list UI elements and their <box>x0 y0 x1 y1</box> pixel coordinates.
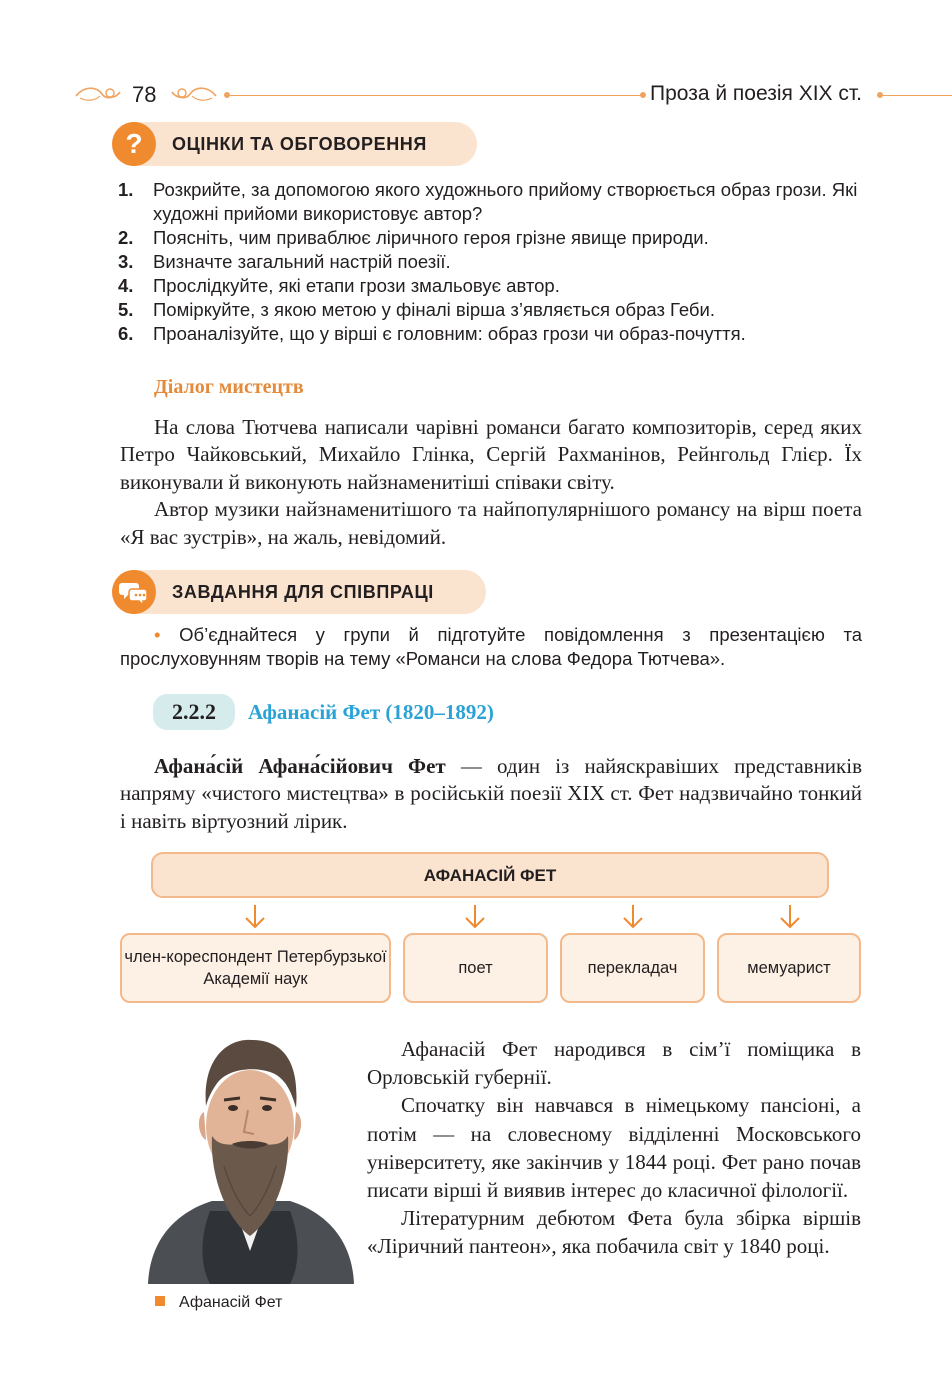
question-text: Поясніть, чим приваблює ліричного героя грізне явище природи. <box>153 227 709 248</box>
list-item <box>118 226 863 250</box>
caption-marker <box>155 1296 165 1306</box>
header-rule-dot <box>640 92 646 98</box>
question-text: Поміркуйте, з якою метою у фіналі вірша з’являється образ Геби. <box>153 299 715 320</box>
biography-text <box>367 1035 861 1261</box>
dialogue-paragraph: На слова Тютчева написали чарівні романси багато композиторів, серед яких Петро Чайковський, Михайло Глінка, Сергій Рахманінов, Рейнгольд Глієр. Їх виконували й виконують найзнаменитіші співаки світу. <box>120 415 862 494</box>
question-number: 2. <box>118 227 134 248</box>
question-list <box>118 178 863 346</box>
section-number: 2.2.2 <box>153 694 235 730</box>
list-item <box>118 322 863 346</box>
dialogue-heading: Діалог мистецтв <box>154 376 304 398</box>
running-title: Проза й поезія XIX ст. <box>650 82 862 105</box>
list-item <box>118 250 863 274</box>
portrait-image <box>140 1036 360 1286</box>
arrow-down-icon <box>464 904 486 930</box>
biography-paragraph: Афанасій Фет народився в сім’ї поміщика в Орловській губернії. <box>367 1037 861 1090</box>
arrow-down-icon <box>779 904 801 930</box>
dialogue-paragraph: Автор музики найзнаменитішого та найпопулярнішого романсу на вірш поета «Я вас зустрів», на жаль, невідомий. <box>120 497 862 549</box>
diagram-root: АФАНАСІЙ ФЕТ <box>151 852 829 898</box>
cooperation-task <box>120 623 862 671</box>
diagram-role-box: поет <box>403 933 548 1003</box>
diagram-role-box: мемуарист <box>717 933 861 1003</box>
portrait-caption <box>155 1294 282 1312</box>
diagram-role-box: член-кореспондент Петербурзької Академії наук <box>120 933 391 1003</box>
page-number: 78 <box>132 82 157 107</box>
question-text: Проаналізуйте, що у вірші є головним: образ грози чи образ-почуття. <box>153 323 746 344</box>
chat-bubbles-icon <box>112 570 156 614</box>
question-number: 1. <box>118 179 134 200</box>
intro-name: Афана́сій Афана́сійович Фет <box>154 754 446 778</box>
intro-text: — один із найяскравіших представників напряму «чистого мистецтва» в російській поезії XIX ст. Фет надзвичайно тонкий і навіть віртуозний лірик. <box>120 754 862 833</box>
question-number: 3. <box>118 251 134 272</box>
header-rule <box>883 95 952 96</box>
question-icon: ? <box>112 122 156 166</box>
question-text: Прослідкуйте, які етапи грози змальовує автор. <box>153 275 560 296</box>
task-text: Об’єднайтеся у групи й підготуйте повідомлення з презентацією та прослуховунням творів на тему «Романси на слова Федора Тютчева». <box>120 624 862 669</box>
right-ornament-icon <box>170 84 218 104</box>
dialogue-text <box>120 414 862 551</box>
arrow-down-icon <box>622 904 644 930</box>
biography-paragraph: Літературним дебютом Фета була збірка віршів «Ліричний пантеон», яка побачила світ у 1840 році. <box>367 1206 861 1259</box>
left-ornament-icon <box>74 84 122 104</box>
question-number: 6. <box>118 323 134 344</box>
list-item <box>118 178 863 226</box>
question-number: 5. <box>118 299 134 320</box>
bullet: • <box>154 624 161 645</box>
biography-paragraph: Спочатку він навчався в німецькому пансіоні, а потім — на словесному відділенні Московського університету, яке закінчив у 1844 році. Фет рано почав писати вірші й виявив інтерес до класичної філології. <box>367 1093 861 1203</box>
cooperation-title: ЗАВДАННЯ ДЛЯ СПІВПРАЦІ <box>172 582 434 602</box>
cooperation-heading <box>112 570 486 614</box>
discussion-title: ОЦІНКИ ТА ОБГОВОРЕННЯ <box>172 134 427 154</box>
header-rule <box>230 95 642 96</box>
section-title: Афанасій Фет (1820–1892) <box>248 700 494 724</box>
discussion-heading <box>112 122 477 166</box>
question-text: Розкрийте, за допомогою якого художнього прийому створюється образ грози. Які художні прийоми використовує автор? <box>153 179 858 224</box>
question-text: Визначте загальний настрій поезії. <box>153 251 451 272</box>
question-number: 4. <box>118 275 134 296</box>
diagram-role-box: перекладач <box>560 933 705 1003</box>
caption-text: Афанасій Фет <box>179 1294 283 1311</box>
list-item <box>118 298 863 322</box>
arrow-down-icon <box>244 904 266 930</box>
list-item <box>118 274 863 298</box>
intro-paragraph <box>120 753 862 835</box>
